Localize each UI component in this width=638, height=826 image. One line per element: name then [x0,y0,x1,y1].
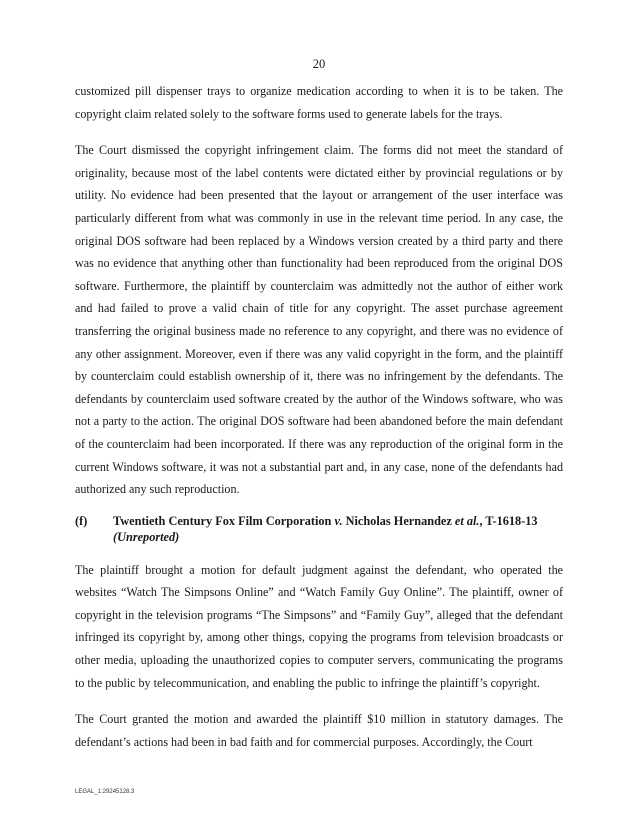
case-name-versus: v. [334,513,343,528]
document-footer-id: LEGAL_1:29245128.3 [75,789,135,795]
case-name-part2: Nicholas Hernandez [342,513,455,528]
case-name-etal: et al. [454,513,480,528]
section-title [113,513,563,546]
paragraph-court-granted: The Court granted the motion and awarded the plaintiff $10 million in statutory damages. The defendant’s actions had been in bad faith and for commercial purposes. Accordingly, the Court [75,712,563,749]
paragraph-motion: The plaintiff brought a motion for default judgment against the defendant, who operated the websites “Watch The Simpsons Online” and “Watch Family Guy Online”. The plaintiff, owner of copyright in the television programs “The Simpsons” and “Family Guy”, alleged that the defendant infringed its copyright by, among other things, copying the programs from television broadcasts or other media, uploading the unauthorized copies to computer servers, communicating the programs to the public by telecommunication, and enabling the public to infringe the plaintiff’s copyright. [75,562,563,690]
section-subtitle: (Unreported) [113,530,180,545]
page-number: 20 [312,57,326,71]
document-body [75,80,563,753]
paragraph-continuation: customized pill dispenser trays to organize medication according to when it is to be taken. The copyright claim related solely to the software forms used to generate labels for the trays. [75,84,563,121]
paragraph-court-dismissed: The Court dismissed the copyright infringement claim. The forms did not meet the standard of originality, because most of the label contents were dictated either by provincial regulations or by utility. No evidence had been presented that the layout or arrangement of the user interface was particularly different from what was commonly in use in the relevant time period. In any case, the original DOS software had been replaced by a Windows version created by a third party and there was no evidence that anything other than functionality had been reproduced from the original DOS software. Furthermore, the plaintiff by counterclaim was admittedly not the author of either work and had failed to prove a valid chain of title for any copyright. The asset purchase agreement transferring the original business made no reference to any copyright, and there was no evidence of any other assignment. Moreover, even if there was any valid copyright in the form, and the plaintiff by counterclaim could establish ownership of it, there was no infringement by the defendants. The defendants by counterclaim used software created by the author of the Windows software, who was not a party to the action. The original DOS software had been abandoned before the main defendant of the counterclaim had been incorporated. If there was any reproduction of the original form in the current Windows software, it was not a substantial part and, in any case, none of the defendants had authorized any such reproduction. [75,143,563,497]
case-number: , T-1618-13 [479,513,538,528]
case-name-part1: Twentieth Century Fox Film Corporation [113,513,335,528]
section-label: (f) [75,513,88,528]
section-heading [75,513,563,546]
